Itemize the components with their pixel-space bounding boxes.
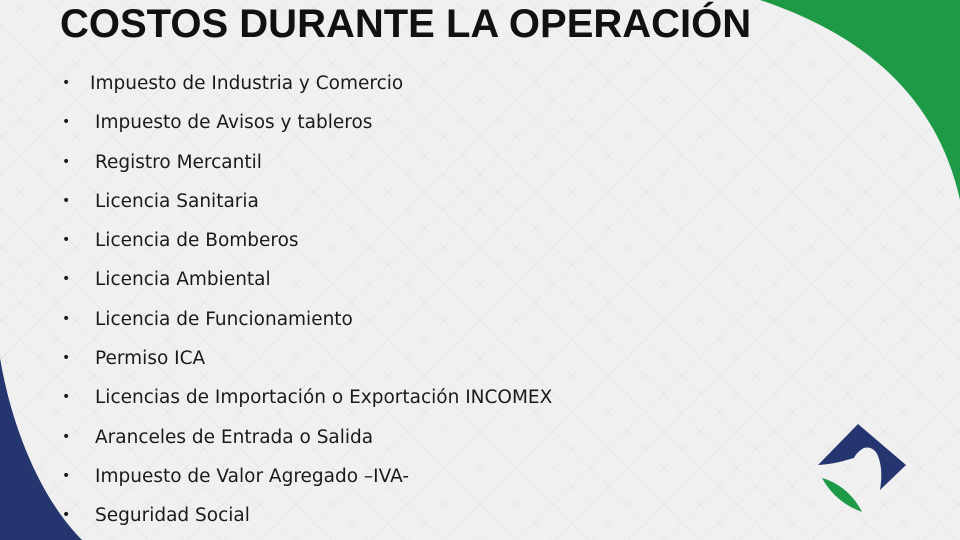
bullet-icon: • bbox=[62, 75, 71, 91]
green-corner-shape bbox=[760, 0, 960, 200]
bullet-icon: • bbox=[62, 350, 71, 367]
list-item-text: Licencia de Funcionamiento bbox=[95, 308, 353, 330]
list-item-text: Licencia Sanitaria bbox=[95, 190, 259, 212]
list-item-text: Impuesto de Industria y Comercio bbox=[90, 73, 404, 94]
bullet-icon: • bbox=[62, 389, 71, 406]
bullet-icon: • bbox=[62, 114, 71, 131]
bullet-icon: • bbox=[62, 507, 71, 524]
list-item-text: Licencias de Importación o Exportación INCOMEX bbox=[95, 387, 553, 409]
dove-diamond-logo-icon bbox=[812, 420, 912, 515]
bullet-icon: • bbox=[62, 153, 71, 170]
list-item-text: Aranceles de Entrada o Salida bbox=[95, 426, 374, 448]
bullet-icon: • bbox=[62, 467, 71, 484]
list-item-text: Permiso ICA bbox=[95, 348, 206, 370]
bullet-icon: • bbox=[62, 192, 71, 209]
bullet-icon: • bbox=[62, 310, 71, 327]
list-item-text: Impuesto de Avisos y tableros bbox=[95, 112, 373, 134]
list-item-text: Licencia Ambiental bbox=[95, 269, 271, 291]
list-item-text: Seguridad Social bbox=[95, 505, 250, 527]
bullet-icon: • bbox=[62, 232, 71, 249]
list-item-text: Impuesto de Valor Agregado –IVA- bbox=[95, 465, 410, 487]
page-title: COSTOS DURANTE LA OPERACIÓN bbox=[60, 2, 752, 46]
list-item-text: Registro Mercantil bbox=[95, 151, 262, 173]
list-item-text: Licencia de Bomberos bbox=[95, 230, 299, 252]
bullet-icon: • bbox=[62, 271, 71, 288]
bullet-icon: • bbox=[62, 428, 71, 445]
